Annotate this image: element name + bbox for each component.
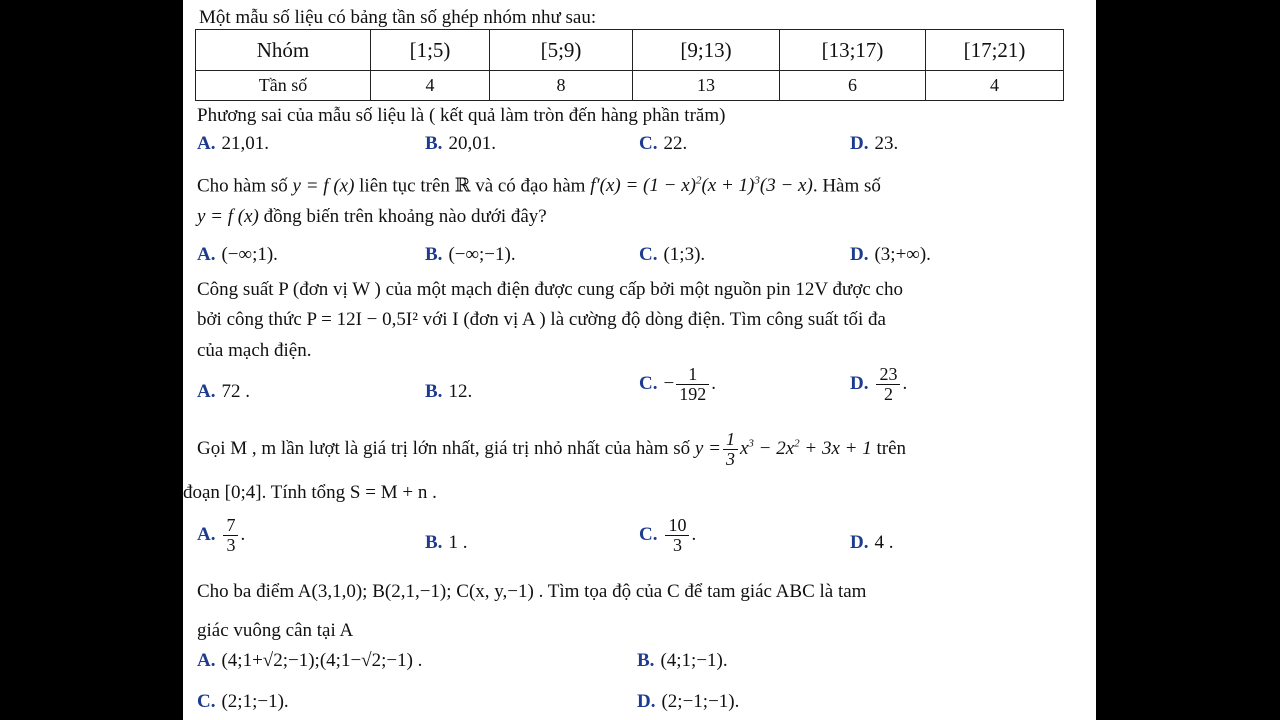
option-text: (−∞;1).	[221, 244, 278, 265]
option-label: B.	[637, 650, 655, 671]
option-text: (3;+∞).	[874, 244, 931, 265]
q2-text: đồng biến trên khoảng nào dưới đây?	[263, 206, 547, 227]
intro-text: Một mẫu số liệu có bảng tần số ghép nhóm như sau:	[199, 7, 597, 28]
q1-question: Phương sai của mẫu số liệu là ( kết quả làm tròn đến hàng phần trăm)	[197, 105, 726, 126]
table-cell-group: [13;17)	[780, 30, 926, 71]
option-label: A.	[197, 133, 216, 154]
option-prefix: −	[663, 372, 675, 394]
fraction-numerator: 10	[665, 516, 689, 536]
q2-option-b	[425, 243, 516, 267]
option-text: (4;1+√2;−1);(4;1−√2;−1) .	[221, 650, 423, 671]
q5-option-d	[637, 690, 739, 714]
option-text: (4;1;−1).	[660, 650, 728, 671]
q5-option-b	[637, 649, 728, 673]
document-page	[183, 0, 1096, 720]
option-text: (1;3).	[663, 244, 706, 265]
fraction-denominator: 3	[725, 449, 735, 469]
q5-option-a	[197, 649, 422, 673]
option-text: 23.	[874, 133, 899, 154]
q4-option-a	[197, 516, 245, 555]
table-cell-group: [9;13)	[633, 30, 780, 71]
q4-line1	[197, 430, 906, 469]
option-label: D.	[850, 532, 869, 553]
q4-option-b	[425, 531, 467, 555]
option-label: C.	[197, 691, 216, 712]
table-cell-freq: 6	[780, 71, 926, 101]
fraction-numerator: 1	[676, 365, 709, 385]
q2-text: . Hàm số	[812, 175, 881, 197]
option-suffix: .	[711, 372, 716, 394]
option-text: 4 .	[874, 532, 894, 553]
option-label: B.	[425, 244, 443, 265]
q1-option-a	[197, 132, 269, 156]
q4-option-d	[850, 531, 893, 555]
option-suffix: .	[691, 523, 697, 545]
q4-exp: 3	[748, 437, 754, 450]
option-label: A.	[197, 381, 216, 402]
q2-text: Cho hàm số	[197, 175, 288, 197]
q2-derivative	[590, 175, 813, 196]
option-label: A.	[197, 244, 216, 265]
option-label: D.	[850, 372, 869, 394]
table-cell-freq: 4	[371, 71, 490, 101]
q4-function	[694, 429, 872, 469]
table-row-groups	[196, 30, 1064, 71]
fraction	[223, 516, 238, 555]
q3-line2: bởi công thức P = 12I − 0,5I² với I (đơn vị A ) là cường độ dòng điện. Tìm công suất tối đa	[197, 309, 886, 330]
q4-term: x	[739, 437, 749, 459]
q4-option-c	[639, 516, 696, 555]
fraction	[723, 430, 738, 469]
q3-line1: Công suất P (đơn vị W ) của một mạch điện được cung cấp bởi một nguồn pin 12V được cho	[197, 279, 903, 300]
option-label: C.	[639, 133, 658, 154]
table-cell-freq: 13	[633, 71, 780, 101]
q2-option-d	[850, 243, 931, 267]
table-cell-freq: 4	[926, 71, 1064, 101]
fraction-denominator: 192	[679, 384, 707, 404]
option-label: B.	[425, 133, 443, 154]
q2-function: y = f (x)	[292, 175, 355, 197]
fraction	[665, 516, 689, 555]
fraction-denominator: 2	[883, 384, 893, 404]
q2-line2	[197, 205, 547, 229]
q4-exp: 2	[794, 437, 800, 450]
q4-text: trên	[876, 437, 907, 459]
fraction-numerator: 7	[223, 516, 238, 536]
table-freq-label: Tần số	[196, 71, 371, 101]
fraction	[876, 365, 900, 404]
option-label: D.	[637, 691, 656, 712]
q2-option-c	[639, 243, 705, 267]
table-header-label: Nhóm	[196, 30, 371, 71]
q5-line2: giác vuông cân tại A	[197, 620, 354, 641]
q3-option-b	[425, 380, 472, 404]
frequency-table	[195, 29, 1064, 101]
option-label: C.	[639, 372, 658, 394]
deriv-exp: 3	[754, 175, 760, 187]
option-label: B.	[425, 532, 443, 553]
q2-text: liên tục trên ℝ và có đạo hàm	[359, 175, 586, 197]
option-label: D.	[850, 244, 869, 265]
deriv-part: (x + 1)	[701, 175, 755, 197]
q1-option-d	[850, 132, 898, 156]
q3-option-c	[639, 365, 716, 404]
table-cell-group: [17;21)	[926, 30, 1064, 71]
table-row-freq	[196, 71, 1064, 101]
deriv-exp: 2	[695, 175, 702, 187]
deriv-part: (3 − x)	[759, 175, 813, 197]
option-text: 22.	[663, 133, 688, 154]
option-suffix: .	[240, 523, 246, 545]
deriv-part: f′(x) = (1 − x)	[590, 175, 696, 197]
option-text: 1 .	[448, 532, 468, 553]
q4-y: y =	[694, 437, 721, 459]
option-text: 20,01.	[448, 133, 496, 154]
option-text: (2;−1;−1).	[661, 691, 740, 712]
q4-text: Gọi M , m lần lượt là giá trị lớn nhất, giá trị nhỏ nhất của hàm số	[197, 437, 691, 459]
option-label: C.	[639, 244, 658, 265]
fraction-denominator: 3	[672, 535, 682, 555]
option-suffix: .	[902, 372, 908, 394]
q2-function: y = f (x)	[197, 206, 259, 227]
option-text: 21,01.	[221, 133, 269, 154]
fraction-numerator: 1	[723, 430, 738, 450]
q1-option-b	[425, 132, 496, 156]
table-cell-freq: 8	[490, 71, 633, 101]
option-text: (2;1;−1).	[221, 691, 289, 712]
option-label: C.	[639, 523, 658, 545]
q2-option-a	[197, 243, 278, 267]
q5-option-c	[197, 690, 289, 714]
option-text: (−∞;−1).	[448, 244, 516, 265]
option-label: B.	[425, 381, 443, 402]
fraction	[676, 365, 709, 404]
q2-line1	[197, 169, 881, 198]
fraction-numerator: 23	[876, 365, 900, 385]
option-label: A.	[197, 650, 216, 671]
option-text: 72 .	[221, 381, 250, 402]
table-cell-group: [5;9)	[490, 30, 633, 71]
q1-option-c	[639, 132, 687, 156]
fraction-denominator: 3	[226, 535, 236, 555]
table-cell-group: [1;5)	[371, 30, 490, 71]
option-label: A.	[197, 523, 216, 545]
q5-line1: Cho ba điểm A(3,1,0); B(2,1,−1); C(x, y,−1) . Tìm tọa độ của C để tam giác ABC là tam	[197, 581, 867, 602]
option-label: D.	[850, 133, 869, 154]
q4-term: + 3x + 1	[799, 437, 872, 459]
q4-line2: đoạn [0;4]. Tính tổng S = M + n .	[183, 482, 437, 503]
q3-option-a	[197, 380, 250, 404]
q3-line3: của mạch điện.	[197, 340, 312, 361]
option-text: 12.	[448, 381, 473, 402]
q4-term: − 2x	[753, 437, 795, 459]
q3-option-d	[850, 365, 907, 404]
